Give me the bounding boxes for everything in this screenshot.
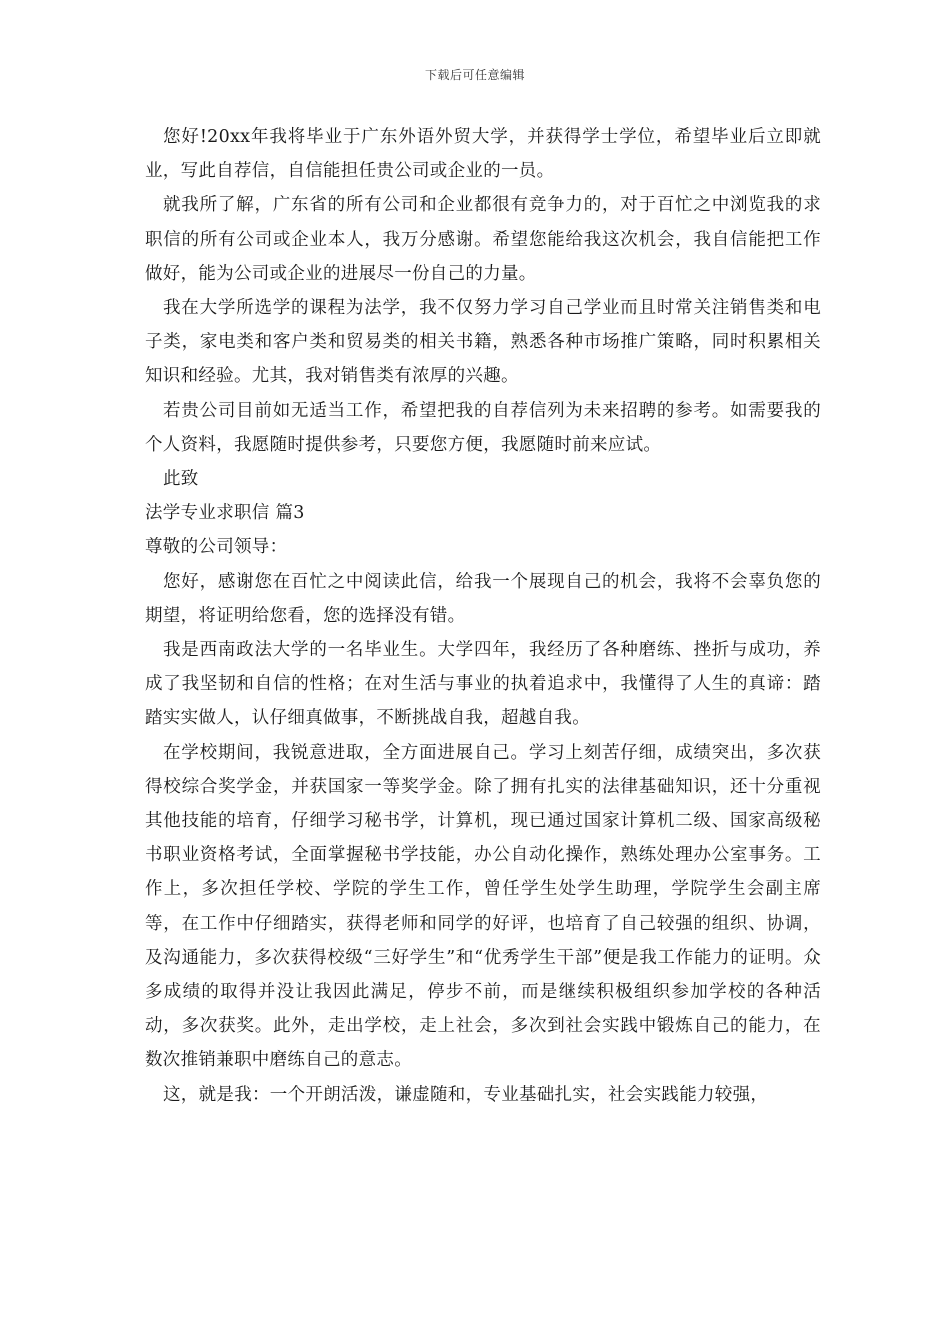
paragraph-achievements: 在学校期间，我锐意进取，全方面进展自己。学习上刻苦仔细，成绩突出，多次获得校综合奖学金，并获国家一等奖学金。除了拥有扎实的法律基础知识，还十分重视其他技能的培育，仔细学习秘书学，计算机，现已通过国家计算机二级、国家高级秘书职业资格考试，全面掌握秘书学技能，办公自动化操作，熟练处理办公室事务。工作上，多次担任学校、学院的学生工作，曾任学生处学生助理，学院学生会副主席等，在工作中仔细踏实，获得老师和同学的好评，也培育了自己较强的组织、协调，及沟通能力，多次获得校级“三好学生”和“优秀学生干部”便是我工作能力的证明。众多成绩的取得并没让我因此满足，停步不前，而是继续积极组织参加学校的各种活动，多次获奖。此外，走出学校，走上社会，多次到社会实践中锻炼自己的能力，在数次推销兼职中磨练自己的意志。 [145,742,821,1071]
salutation: 尊敬的公司领导： [145,537,288,558]
paragraph-intro: 您好!20xx年我将毕业于广东外语外贸大学，并获得学士学位，希望毕业后立即就业，写此自荐信，自信能担任贵公司或企业的一员。 [145,127,821,182]
paragraph-background: 我是西南政法大学的一名毕业生。大学四年，我经历了各种磨练、挫折与成功，养成了我坚韧和自信的性格；在对生活与事业的执着追求中，我懂得了人生的真谛：踏踏实实做人，认仔细真做事，不断挑战自我，超越自我。 [145,640,821,729]
closing-line: 此致 [163,469,199,490]
paragraph-greeting: 您好，感谢您在百忙之中阅读此信，给我一个展现自己的机会，我将不会辜负您的期望，将证明给您看，您的选择没有错。 [145,571,821,626]
document-body [145,120,821,1112]
paragraph-reference: 若贵公司目前如无适当工作，希望把我的自荐信列为未来招聘的参考。如需要我的个人资料，我愿随时提供参考，只要您方便，我愿随时前来应试。 [145,400,821,455]
paragraph-understanding: 就我所了解，广东省的所有公司和企业都很有竞争力的，对于百忙之中浏览我的求职信的所有公司或企业本人，我万分感谢。希望您能给我这次机会，我自信能把工作做好，能为公司或企业的进展尽一份自己的力量。 [145,195,821,284]
paragraph-courses: 我在大学所选学的课程为法学，我不仅努力学习自己学业而且时常关注销售类和电子类，家电类和客户类和贸易类的相关书籍，熟悉各种市场推广策略，同时积累相关知识和经验。尤其，我对销售类有浓厚的兴趣。 [145,298,821,387]
section-title: 法学专业求职信 篇3 [145,503,305,524]
page-header: 下载后可任意编辑 [424,68,525,82]
paragraph-summary: 这，就是我：一个开朗活泼，谦虚随和，专业基础扎实，社会实践能力较强， [163,1084,769,1105]
